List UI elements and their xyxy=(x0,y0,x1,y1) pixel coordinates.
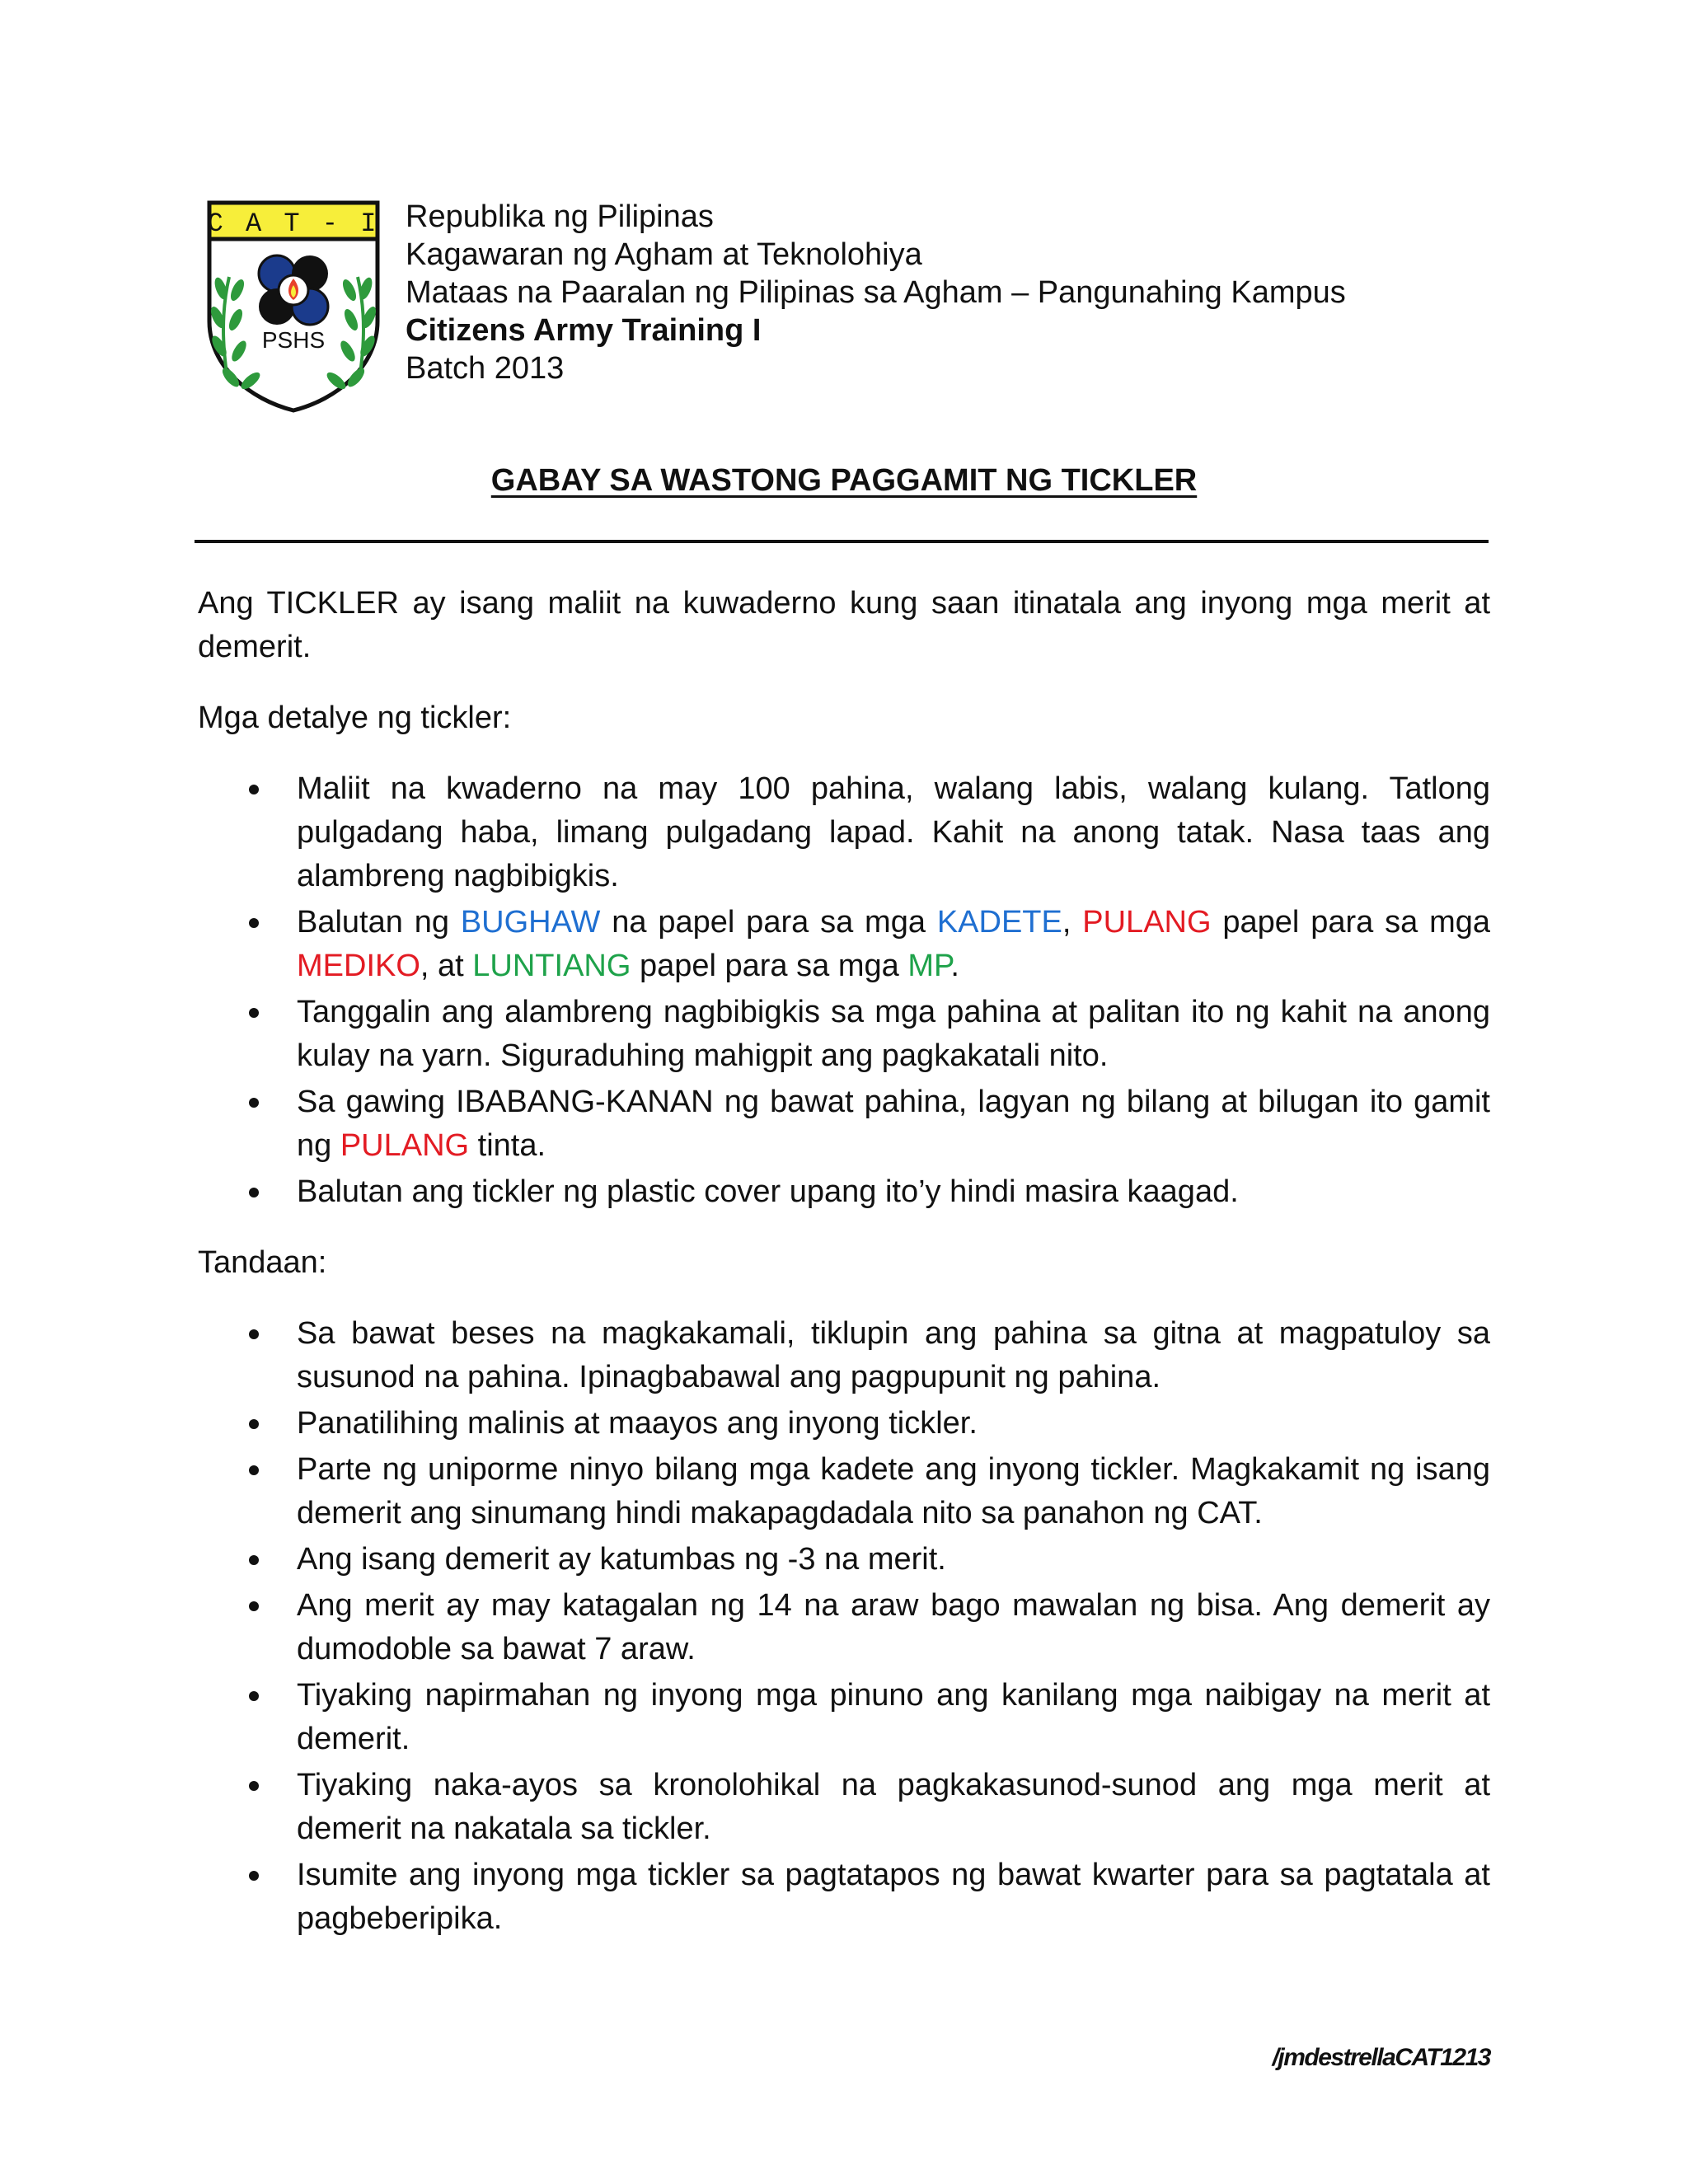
logo-inner-text: PSHS xyxy=(261,327,326,353)
color-word-red: PULANG xyxy=(1082,905,1212,940)
color-word-blue: KADETE xyxy=(936,905,1062,940)
letterhead-line-school: Mataas na Paaralan ng Pilipinas sa Agham – Pangunahing Kampus xyxy=(406,275,1346,310)
color-word-red: PULANG xyxy=(340,1128,470,1163)
document-page xyxy=(198,0,1490,2184)
list-item: Balutan ang tickler ng plastic cover upang ito’y hindi masira kaagad. xyxy=(198,1170,1490,1214)
document-body xyxy=(198,582,1490,1968)
color-word-red: MEDIKO xyxy=(297,949,420,983)
list-item: Tiyaking napirmahan ng inyong mga pinuno ang kanilang mga naibigay na merit at demerit. xyxy=(198,1674,1490,1761)
intro-paragraph: Ang TICKLER ay isang maliit na kuwaderno kung saan itinatala ang inyong mga merit at demerit. xyxy=(198,586,1490,664)
list-item: Balutan ng BUGHAW na papel para sa mga KADETE, PULANG papel para sa mga MEDIKO, at LUNTIANG papel para sa mga MP. xyxy=(198,901,1490,988)
cat-pshs-logo-icon xyxy=(204,198,382,415)
list-item: Maliit na kwaderno na may 100 pahina, walang labis, walang kulang. Tatlong pulgadang haba, limang pulgadang lapad. Kahit na anong tatak. Nasa taas ang alambreng nagbibigkis. xyxy=(198,767,1490,898)
list-item: Tiyaking naka-ayos sa kronolohikal na pagkakasunod-sunod ang mga merit at demerit na nakatala sa tickler. xyxy=(198,1764,1490,1851)
document-title: GABAY SA WASTONG PAGGAMIT NG TICKLER xyxy=(490,463,1198,498)
author-signature: /jmdestrellaCAT1213 xyxy=(1272,2044,1490,2071)
details-list xyxy=(198,767,1490,1214)
list-item: Sa bawat beses na magkakamali, tiklupin ang pahina sa gitna at magpatuloy sa susunod na pahina. Ipinagbabawal ang pagpupunit ng pahina. xyxy=(198,1312,1490,1399)
color-word-green: MP xyxy=(907,949,951,983)
color-word-green: LUNTIANG xyxy=(472,949,631,983)
letterhead-line-course: Citizens Army Training I xyxy=(406,313,762,348)
list-item: Ang merit ay may katagalan ng 14 na araw bago mawalan ng bisa. Ang demerit ay dumodoble sa bawat 7 araw. xyxy=(198,1584,1490,1671)
letterhead-line-batch: Batch 2013 xyxy=(406,351,565,386)
logo-banner-text: C A T - I xyxy=(207,209,380,239)
list-item: Parte ng uniporme ninyo bilang mga kadete ang inyong tickler. Magkakamit ng isang demerit ang sinumang hindi makapagdadala nito sa panahon ng CAT. xyxy=(198,1448,1490,1535)
letterhead-line-republic: Republika ng Pilipinas xyxy=(406,199,714,234)
list-item: Panatilihing malinis at maayos ang inyong tickler. xyxy=(198,1402,1490,1446)
color-word-blue: BUGHAW xyxy=(460,905,601,940)
list-item: Sa gawing IBABANG-KANAN ng bawat pahina, lagyan ng bilang at bilugan ito gamit ng PULANG tinta. xyxy=(198,1080,1490,1168)
reminders-heading: Tandaan: xyxy=(198,1245,327,1280)
list-item: Ang isang demerit ay katumbas ng -3 na merit. xyxy=(198,1538,1490,1582)
pshs-emblem-icon xyxy=(259,255,328,325)
list-item: Isumite ang inyong mga tickler sa pagtatapos ng bawat kwarter para sa pagtatala at pagbeberipika. xyxy=(198,1854,1490,1941)
details-heading: Mga detalye ng tickler: xyxy=(198,701,512,735)
list-item: Tanggalin ang alambreng nagbibigkis sa mga pahina at palitan ito ng kahit na anong kulay na yarn. Siguraduhing mahigpit ang pagkakatali nito. xyxy=(198,991,1490,1078)
title-divider xyxy=(195,540,1489,543)
letterhead-line-department: Kagawaran ng Agham at Teknolohiya xyxy=(406,237,922,272)
reminders-list xyxy=(198,1312,1490,1941)
letterhead xyxy=(406,198,1346,387)
